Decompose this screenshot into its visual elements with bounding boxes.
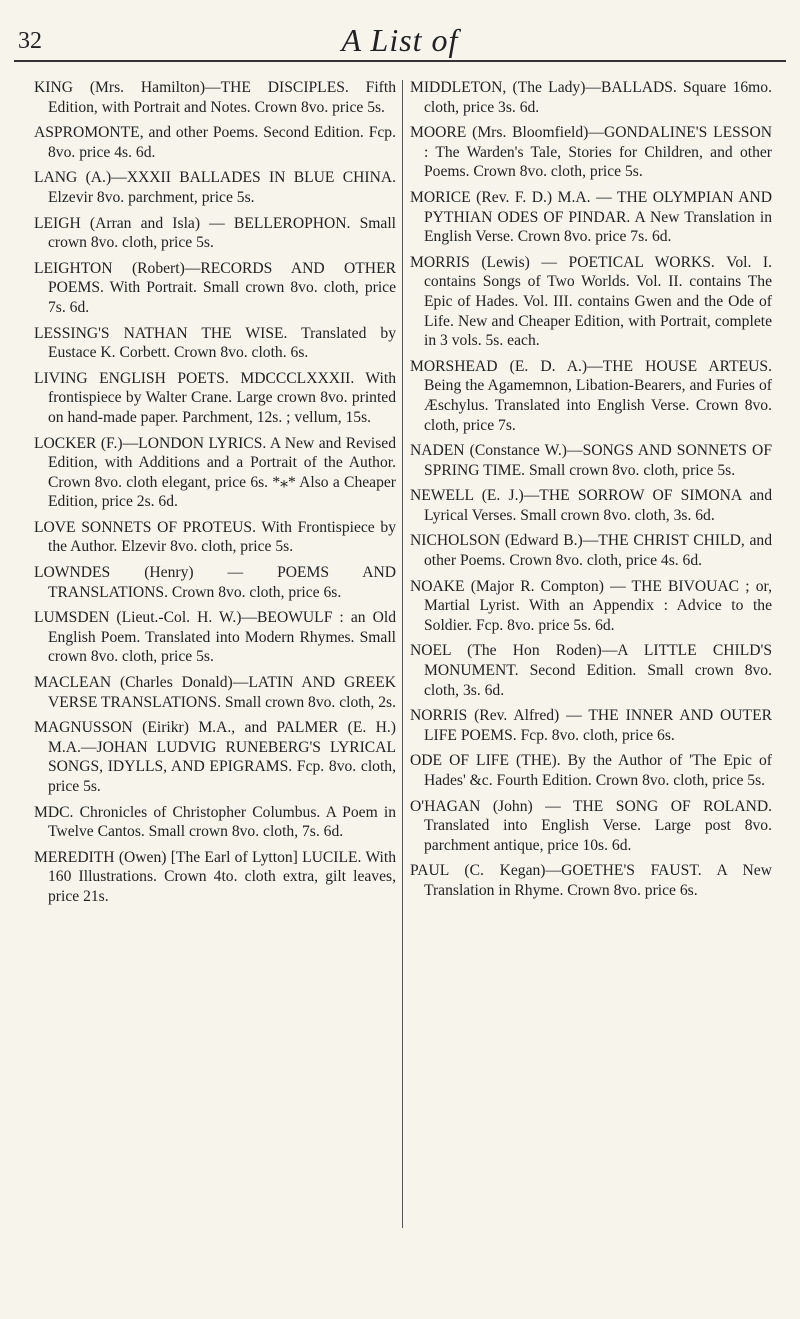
column-divider bbox=[402, 80, 403, 1228]
entry-moore: MOORE (Mrs. Bloomfield)—GONDALINE'S LESSON : The Warden's Tale, Stories for Children, and other Poems. Crown 8vo. cloth, price 5s. bbox=[410, 124, 772, 181]
entry-love-sonnets: LOVE SONNETS OF PROTEUS. With Frontispiece by the Author. Elzevir 8vo. cloth, price 5s. bbox=[34, 518, 396, 556]
entry-magnusson: MAGNUSSON (Eirikr) M.A., and PALMER (E. H.) M.A.—JOHAN LUDVIG RUNEBERG'S LYRICAL SONGS, IDYLLS, AND EPIGRAMS. Fcp. 8vo. cloth, price 5s. bbox=[34, 719, 396, 795]
page-header bbox=[0, 0, 800, 90]
entry-newell: NEWELL (E. J.)—THE SORROW OF SIMONA and Lyrical Verses. Small crown 8vo. cloth, 3s. 6d. bbox=[410, 487, 772, 524]
running-title: A List of bbox=[341, 22, 459, 58]
page-number: 32 bbox=[18, 28, 42, 54]
header-rule bbox=[14, 60, 786, 62]
entry-lumsden: LUMSDEN (Lieut.-Col. H. W.)—BEOWULF : an Old English Poem. Translated into Modern Rhymes. Small crown 8vo. cloth, price 5s. bbox=[34, 609, 396, 666]
entry-middleton: MIDDLETON, (The Lady)—BALLADS. Square 16mo. cloth, price 3s. 6d. bbox=[410, 79, 772, 116]
entry-locker: LOCKER (F.)—LONDON LYRICS. A New and Revised Edition, with Additions and a Portrait of the Author. Crown 8vo. cloth elegant, price 6s. *⁎* Also a Cheaper Edition, price 2s. 6d. bbox=[34, 434, 396, 511]
entry-ohagan: O'HAGAN (John) — THE SONG OF ROLAND. Translated into English Verse. Large post 8vo. parchment antique, price 10s. 6d. bbox=[410, 797, 772, 854]
left-column bbox=[34, 78, 396, 913]
entry-paul: PAUL (C. Kegan)—GOETHE'S FAUST. A New Translation in Rhyme. Crown 8vo. price 6s. bbox=[410, 862, 772, 899]
entry-meredith: MEREDITH (Owen) [The Earl of Lytton] LUCILE. With 160 Illustrations. Crown 4to. cloth extra, gilt leaves, price 21s. bbox=[34, 848, 396, 905]
entry-aspromonte: ASPROMONTE, and other Poems. Second Edition. Fcp. 8vo. price 4s. 6d. bbox=[34, 124, 396, 161]
entry-morris: MORRIS (Lewis) — POETICAL WORKS. Vol. I. contains Songs of Two Worlds. Vol. II. contains The Epic of Hades. Vol. III. contains Gwen and the Ode of Life. New and Cheaper Edition, with Portrait, complete in 3 vols. 5s. each. bbox=[410, 253, 772, 350]
entry-leigh: LEIGH (Arran and Isla) — BELLEROPHON. Small crown 8vo. cloth, price 5s. bbox=[34, 214, 396, 252]
entry-naden: NADEN (Constance W.)—SONGS AND SONNETS OF SPRING TIME. Small crown 8vo. cloth, price 5s. bbox=[410, 442, 772, 479]
catalogue-columns bbox=[34, 78, 784, 1298]
entry-king: KING (Mrs. Hamilton)—THE DISCIPLES. Fifth Edition, with Portrait and Notes. Crown 8vo. price 5s. bbox=[34, 79, 396, 116]
entry-noake: NOAKE (Major R. Compton) — THE BIVOUAC ; or, Martial Lyrist. With an Appendix : Advice to the Soldier. Fcp. 8vo. price 5s. 6d. bbox=[410, 577, 772, 634]
entry-mdc: MDC. Chronicles of Christopher Columbus. A Poem in Twelve Cantos. Small crown 8vo. cloth, 7s. 6d. bbox=[34, 803, 396, 841]
entry-maclean: MACLEAN (Charles Donald)—LATIN AND GREEK VERSE TRANSLATIONS. Small crown 8vo. cloth, 2s. bbox=[34, 674, 396, 711]
entry-morshead: MORSHEAD (E. D. A.)—THE HOUSE ARTEUS. Being the Agamemnon, Libation-Bearers, and Furies of Æschylus. Translated into English Verse. Crown 8vo. cloth, price 7s. bbox=[410, 357, 772, 434]
entry-morice: MORICE (Rev. F. D.) M.A. — THE OLYMPIAN AND PYTHIAN ODES OF PINDAR. A New Translation in English Verse. Crown 8vo. price 7s. 6d. bbox=[410, 188, 772, 246]
entry-lessing: LESSING'S NATHAN THE WISE. Translated by Eustace K. Corbett. Crown 8vo. cloth. 6s. bbox=[34, 324, 396, 362]
entry-nicholson: NICHOLSON (Edward B.)—THE CHRIST CHILD, and other Poems. Crown 8vo. cloth, price 4s. 6d. bbox=[410, 532, 772, 570]
entry-living-english-poets: LIVING ENGLISH POETS. MDCCCLXXXII. With frontispiece by Walter Crane. Large crown 8vo. printed on hand-made paper. Parchment, 12s. ; vellum, 15s. bbox=[34, 369, 396, 426]
entry-norris: NORRIS (Rev. Alfred) — THE INNER AND OUTER LIFE POEMS. Fcp. 8vo. cloth, price 6s. bbox=[410, 707, 772, 744]
right-column bbox=[410, 78, 772, 907]
entry-ode-of-life: ODE OF LIFE (THE). By the Author of 'The Epic of Hades' &c. Fourth Edition. Crown 8vo. cloth, price 5s. bbox=[410, 752, 772, 789]
entry-leighton: LEIGHTON (Robert)—RECORDS AND OTHER POEMS. With Portrait. Small crown 8vo. cloth, price 7s. 6d. bbox=[34, 259, 396, 316]
entry-lang: LANG (A.)—XXXII BALLADES IN BLUE CHINA. Elzevir 8vo. parchment, price 5s. bbox=[34, 169, 396, 206]
entry-noel: NOEL (The Hon Roden)—A LITTLE CHILD'S MONUMENT. Second Edition. Small crown 8vo. cloth, 3s. 6d. bbox=[410, 642, 772, 699]
entry-lowndes: LOWNDES (Henry) — POEMS AND TRANSLATIONS. Crown 8vo. cloth, price 6s. bbox=[34, 564, 396, 601]
